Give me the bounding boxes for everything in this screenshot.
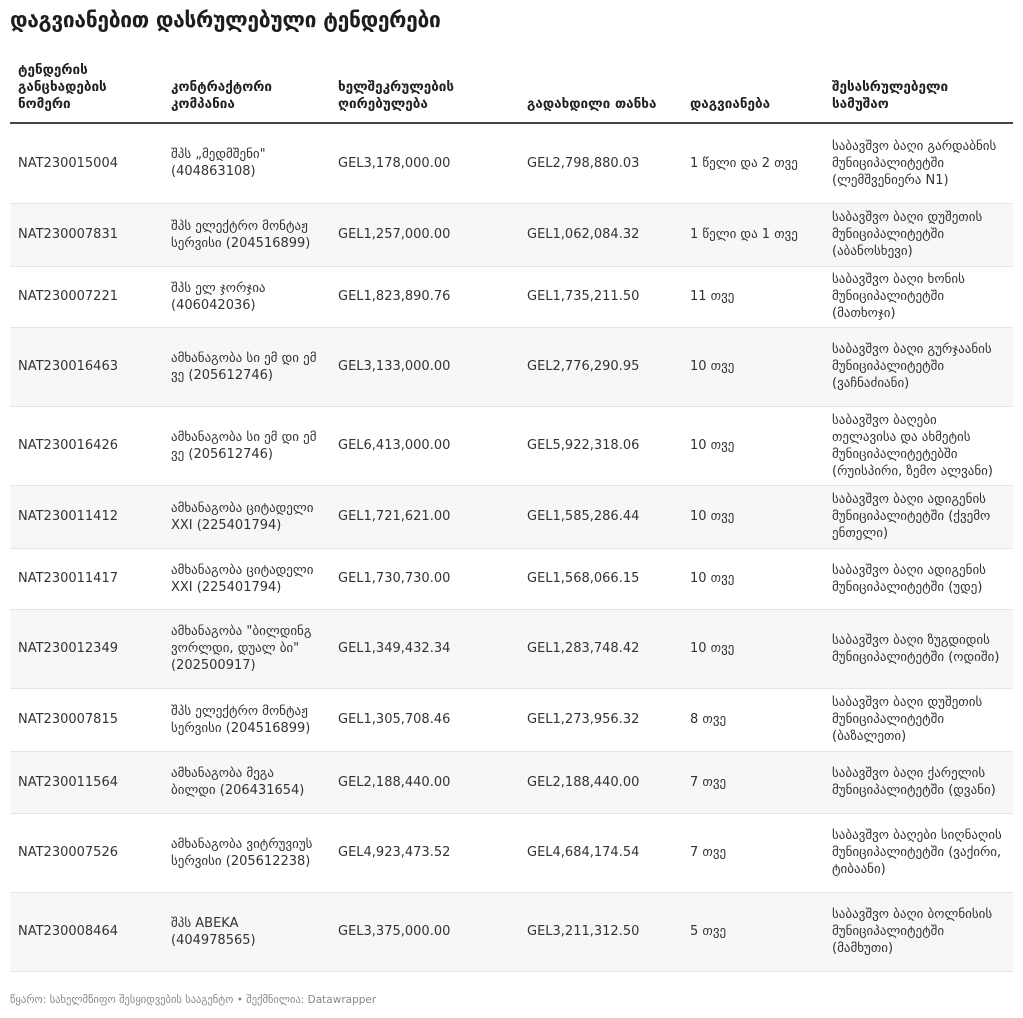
cell-delay: 10 თვე: [682, 548, 824, 609]
cell-paid-amount: GEL2,798,880.03: [519, 123, 682, 203]
cell-work: საბავშვო ბაღი ბოლნისის მუნიციპალიტეტში (მამხუთი): [824, 892, 1013, 971]
cell-delay: 7 თვე: [682, 751, 824, 813]
cell-contract-value: GEL3,375,000.00: [330, 892, 519, 971]
cell-contractor: შპს ელ ჯორჯია (406042036): [163, 266, 330, 327]
cell-contract-value: GEL1,730,730.00: [330, 548, 519, 609]
cell-contractor: ამხანაგობა მეგა ბილდი (206431654): [163, 751, 330, 813]
cell-paid-amount: GEL3,211,312.50: [519, 892, 682, 971]
cell-paid-amount: GEL1,283,748.42: [519, 609, 682, 688]
cell-contract-value: GEL3,133,000.00: [330, 327, 519, 406]
column-header-work[interactable]: შესასრულებელი სამუშაო: [824, 62, 1013, 123]
cell-work: საბავშვო ბაღი ხონის მუნიციპალიტეტში (მათხოჯი): [824, 266, 1013, 327]
cell-contract-value: GEL3,178,000.00: [330, 123, 519, 203]
cell-work: საბავშვო ბაღი დუშეთის მუნიციპალიტეტში (ბაზალეთი): [824, 688, 1013, 751]
cell-contractor: ამხანაგობა ვიტრუვიუს სერვისი (205612238): [163, 813, 330, 892]
cell-tender-number: NAT230012349: [10, 609, 163, 688]
cell-delay: 1 წელი და 2 თვე: [682, 123, 824, 203]
cell-delay: 10 თვე: [682, 485, 824, 548]
column-header-tender-number[interactable]: ტენდერის განცხადების ნომერი: [10, 62, 163, 123]
cell-delay: 11 თვე: [682, 266, 824, 327]
cell-delay: 10 თვე: [682, 609, 824, 688]
source-footer: წყარო: სახელმწიფო შესყიდვების სააგენტო • შექმნილია: Datawrapper: [10, 994, 377, 1006]
cell-delay: 10 თვე: [682, 406, 824, 485]
table-row: [10, 892, 1013, 971]
table-row: [10, 688, 1013, 751]
cell-contractor: ამხანაგობა სი ემ დი ემ ვე (205612746): [163, 406, 330, 485]
column-header-contract-value[interactable]: ხელშეკრულების ღირებულება: [330, 62, 519, 123]
cell-work: საბავშვო ბაღი გარდაბნის მუნიციპალიტეტში (ლემშვენიერა N1): [824, 123, 1013, 203]
cell-contract-value: GEL1,349,432.34: [330, 609, 519, 688]
cell-paid-amount: GEL2,188,440.00: [519, 751, 682, 813]
cell-paid-amount: GEL2,776,290.95: [519, 327, 682, 406]
cell-work: საბავშვო ბაღი გურჯაანის მუნიციპალიტეტში (ვაჩნაძიანი): [824, 327, 1013, 406]
cell-tender-number: NAT230015004: [10, 123, 163, 203]
cell-contractor: შპს „მედმშენი" (404863108): [163, 123, 330, 203]
cell-contractor: ამხანაგობა ციტადელი XXI (225401794): [163, 485, 330, 548]
cell-tender-number: NAT230007526: [10, 813, 163, 892]
table-row: [10, 406, 1013, 485]
cell-tender-number: NAT230011417: [10, 548, 163, 609]
table-row: [10, 123, 1013, 203]
column-header-paid-amount[interactable]: გადახდილი თანხა: [519, 62, 682, 123]
cell-paid-amount: GEL4,684,174.54: [519, 813, 682, 892]
cell-delay: 5 თვე: [682, 892, 824, 971]
table-row: [10, 485, 1013, 548]
cell-work: საბავშვო ბაღი ქარელის მუნიციპალიტეტში (დვანი): [824, 751, 1013, 813]
cell-contract-value: GEL4,923,473.52: [330, 813, 519, 892]
cell-paid-amount: GEL1,568,066.15: [519, 548, 682, 609]
cell-delay: 10 თვე: [682, 327, 824, 406]
cell-contract-value: GEL1,305,708.46: [330, 688, 519, 751]
cell-tender-number: NAT230016426: [10, 406, 163, 485]
table-row: [10, 548, 1013, 609]
cell-contractor: შპს ABEKA (404978565): [163, 892, 330, 971]
cell-work: საბავშვო ბაღი ადიგენის მუნიციპალიტეტში (უდე): [824, 548, 1013, 609]
table-row: [10, 266, 1013, 327]
column-header-contractor[interactable]: კონტრაქტორი კომპანია: [163, 62, 330, 123]
table-row: [10, 203, 1013, 266]
cell-work: საბავშვო ბაღები თელავისა და ახმეტის მუნიციპალიტეტებში (რუისპირი, ზემო ალვანი): [824, 406, 1013, 485]
cell-work: საბავშვო ბაღი დუშეთის მუნიციპალიტეტში (აბანოსხევი): [824, 203, 1013, 266]
table-row: [10, 813, 1013, 892]
table-row: [10, 751, 1013, 813]
tenders-table: [10, 62, 1013, 972]
cell-delay: 8 თვე: [682, 688, 824, 751]
cell-tender-number: NAT230007815: [10, 688, 163, 751]
cell-tender-number: NAT230016463: [10, 327, 163, 406]
table-row: [10, 609, 1013, 688]
cell-contract-value: GEL2,188,440.00: [330, 751, 519, 813]
cell-tender-number: NAT230011412: [10, 485, 163, 548]
cell-work: საბავშვო ბაღი ზუგდიდის მუნიციპალიტეტში (ოდიში): [824, 609, 1013, 688]
cell-paid-amount: GEL1,062,084.32: [519, 203, 682, 266]
column-header-delay[interactable]: დაგვიანება: [682, 62, 824, 123]
cell-contractor: ამხანაგობა სი ემ დი ემ ვე (205612746): [163, 327, 330, 406]
cell-contractor: ამხანაგობა ციტადელი XXI (225401794): [163, 548, 330, 609]
table-row: [10, 327, 1013, 406]
cell-contract-value: GEL1,823,890.76: [330, 266, 519, 327]
cell-paid-amount: GEL5,922,318.06: [519, 406, 682, 485]
cell-contractor: შპს ელექტრო მონტაჟ სერვისი (204516899): [163, 203, 330, 266]
cell-delay: 1 წელი და 1 თვე: [682, 203, 824, 266]
cell-paid-amount: GEL1,585,286.44: [519, 485, 682, 548]
cell-contract-value: GEL1,257,000.00: [330, 203, 519, 266]
cell-tender-number: NAT230008464: [10, 892, 163, 971]
page-title: დაგვიანებით დასრულებული ტენდერები: [10, 8, 441, 32]
cell-paid-amount: GEL1,273,956.32: [519, 688, 682, 751]
cell-work: საბავშვო ბაღი ადიგენის მუნიციპალიტეტში (ქვემო ენთელი): [824, 485, 1013, 548]
cell-paid-amount: GEL1,735,211.50: [519, 266, 682, 327]
table-body: [10, 123, 1013, 971]
cell-contractor: შპს ელექტრო მონტაჟ სერვისი (204516899): [163, 688, 330, 751]
cell-tender-number: NAT230007221: [10, 266, 163, 327]
table-header-row: [10, 62, 1013, 123]
cell-contract-value: GEL6,413,000.00: [330, 406, 519, 485]
cell-tender-number: NAT230011564: [10, 751, 163, 813]
cell-work: საბავშვო ბაღები სიღნაღის მუნიციპალიტეტში (ვაქირი, ტიბაანი): [824, 813, 1013, 892]
cell-contractor: ამხანაგობა "ბილდინგ ვორლდი, დუალ ბი" (202500917): [163, 609, 330, 688]
cell-contract-value: GEL1,721,621.00: [330, 485, 519, 548]
cell-delay: 7 თვე: [682, 813, 824, 892]
cell-tender-number: NAT230007831: [10, 203, 163, 266]
